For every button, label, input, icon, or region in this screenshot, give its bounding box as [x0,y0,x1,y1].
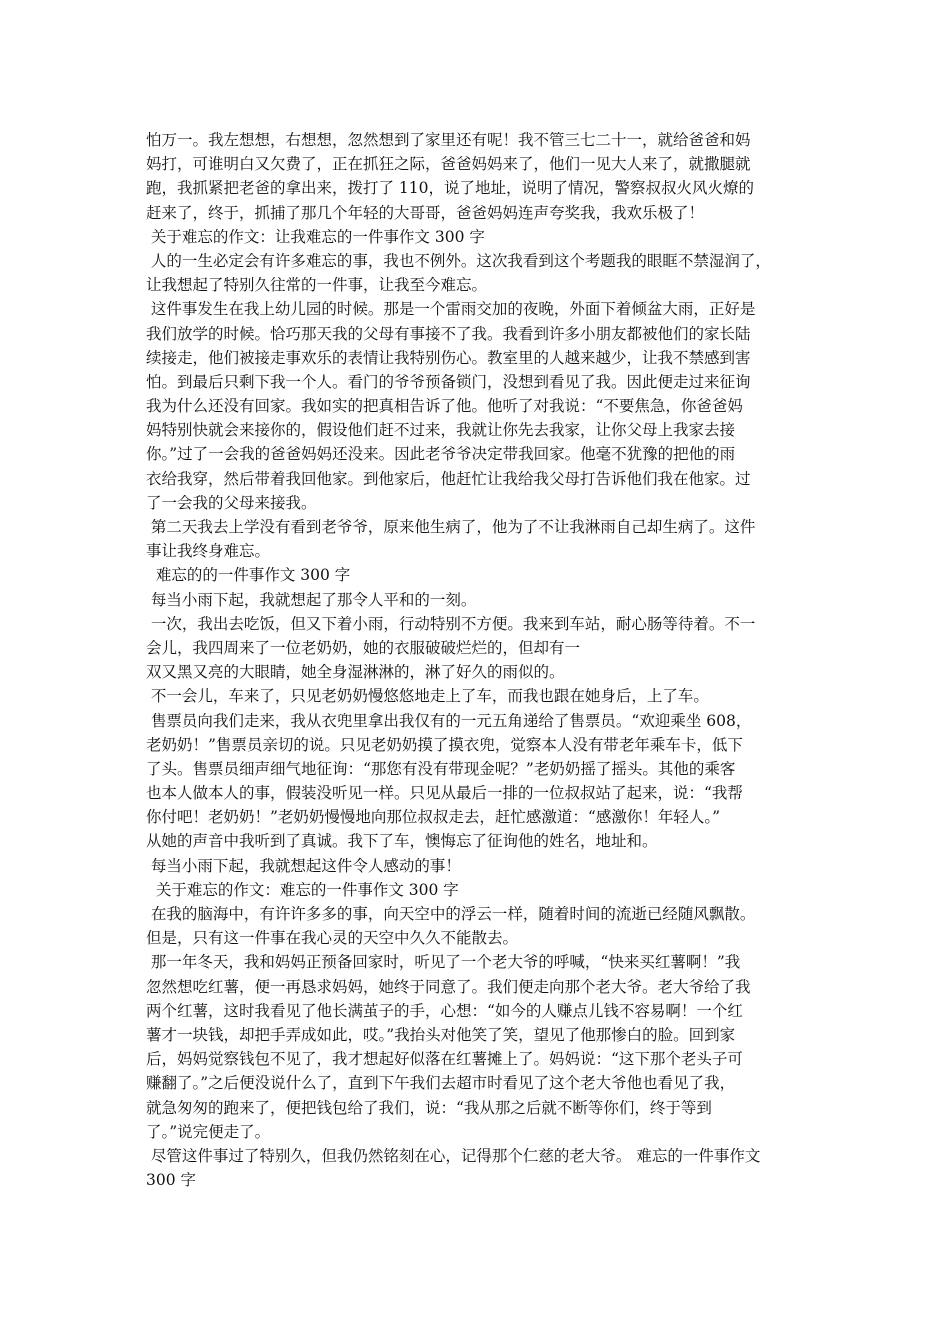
text-line: 一次，我出去吃饭，但又下着小雨，行动特别不方便。我来到车站，耐心肠等待着。不一 [146,614,756,633]
text-line: 在我的脑海中，有许许多多的事，向天空中的浮云一样，随着时间的流逝已经随风飘散。 [146,905,756,923]
text-line: 不一会儿，车来了，只见老奶奶慢悠悠地走上了车，而我也跟在她身后，上了车。 [146,687,709,706]
text-line: 每当小雨下起，我就想起了那令人平和的一刻。 [146,590,477,609]
section-heading: 关于难忘的作文：难忘的一件事作文 300 字 [146,880,459,899]
text-line: 这件事发生在我上幼儿园的时候。那是一个雷雨交加的夜晚，外面下着倾盆大雨，正好是 [146,300,756,319]
text-line: 了。”说完便走了。 [146,1122,271,1141]
text-line: 让我想起了特别久往常的一件事，让我至今难忘。 [146,276,488,295]
text-line: 你。”过了一会我的爸爸妈妈还没来。因此老爷爷决定带我回家。他毫不犹豫的把他的雨 [146,445,736,464]
text-line: 那一年冬天，我和妈妈正预备回家时，听见了一个老大爷的呼喊，“快来买红薯啊！”我 [146,953,741,972]
text-line: 赚翻了。”之后便没说什么了，直到下午我们去超市时看见了这个老大爷他也看见了我， [146,1074,736,1093]
text-line: 妈打，可谁明白又欠费了，正在抓狂之际，爸爸妈妈来了，他们一见大人来了，就撒腿就 [146,155,751,174]
text-line: 了一会我的父母来接我。 [146,493,317,512]
section-heading: 关于难忘的作文：让我难忘的一件事作文 300 字 [146,227,485,246]
text-line: 从她的声音中我听到了真诚。我下了车，懊悔忘了征询他的姓名，地址和。 [146,832,658,851]
text-line: 尽管这件事过了特别久，但我仍然铭刻在心，记得那个仁慈的老大爷。 难忘的一件事作文 [146,1146,761,1165]
text-line: 衣给我穿，然后带着我回他家。到他家后，他赶忙让我给我父母打告诉他们我在他家。过 [146,469,751,488]
text-line: 后，妈妈觉察钱包不见了，我才想起好似落在红薯摊上了。妈妈说：“这下那个老头子可 [146,1050,743,1069]
text-line: 第二天我去上学没有看到老爷爷，原来他生病了，他为了不让我淋雨自己却生病了。这件 [146,518,756,536]
text-line: 会儿，我四周来了一位老奶奶，她的衣服破破烂烂的，但却有一 [146,638,581,657]
text-line: 了头。售票员细声细气地征询：“那您有没有带现金呢？”老奶奶摇了摇头。其他的乘客 [146,759,736,778]
text-line: 我们放学的时候。恰巧那天我的父母有事接不了我。我看到许多小朋友都被他们的家长陆 [146,324,751,343]
text-line: 事让我终身难忘。 [146,542,271,561]
text-line: 怕。到最后只剩下我一个人。看门的爷爷预备锁门，没想到看见了我。因此便走过来征询 [146,372,751,391]
document-body [146,128,818,1192]
section-heading: 难忘的的一件事作文 300 字 [146,566,351,585]
text-line: 就急匆匆的跑来了，便把钱包给了我们，说：“我从那之后就不断等你们，终于等到 [146,1098,712,1117]
text-line: 跑，我抓紧把老爸的拿出来，拨打了 110，说了地址，说明了情况，警察叔叔火风火燎的 [146,179,755,198]
text-line: 老奶奶！”售票员亲切的说。只见老奶奶摸了摸衣兜，觉察本人没有带老年乘车卡，低下 [146,735,743,754]
text-line: 赶来了，终于，抓捕了那几个年轻的大哥哥，爸爸妈妈连声夸奖我，我欢乐极了！ [146,203,705,222]
text-line: 也本人做本人的事，假装没听见一样。只见从最后一排的一位叔叔站了起来，说：“我帮 [146,784,743,803]
text-line: 忽然想吃红薯，便一再恳求妈妈，她终于同意了。我们便走向那个老大爷。老大爷给了我 [146,977,751,996]
text-line: 双又黑又亮的大眼睛，她全身湿淋淋的，淋了好久的雨似的。 [146,663,565,682]
text-line: 但是，只有这一件事在我心灵的天空中久久不能散去。 [146,929,519,948]
text-line: 每当小雨下起，我就想起这件令人感动的事！ [146,856,461,875]
text-line: 妈特别快就会来接你的，假设他们赶不过来，我就让你先去我家，让你父母上我家去接 [146,421,736,440]
text-line: 怕万一。我左想想，右想想，忽然想到了家里还有呢！我不管三七二十一，就给爸爸和妈 [146,131,751,149]
text-line: 薯才一块钱，却把手弄成如此，哎。”我抬头对他笑了笑，望见了他那惨白的脸。回到家 [146,1025,736,1044]
text-line: 两个红薯，这时我看见了他长满茧子的手，心想：“如今的人赚点儿钱不容易啊！一个红 [146,1001,743,1020]
text-line: 300 字 [146,1171,197,1190]
text-line: 售票员向我们走来，我从衣兜里拿出我仅有的一元五角递给了售票员。“欢迎乘坐 608， [146,711,752,730]
text-line: 你付吧！老奶奶！”老奶奶慢慢地向那位叔叔走去，赶忙感激道：“感激你！年轻人。” [146,808,721,827]
text-line: 续接走，他们被接走事欢乐的表情让我特别伤心。教室里的人越来越少，让我不禁感到害 [146,348,751,367]
text-line: 人的一生必定会有许多难忘的事，我也不例外。这次我看到这个考题我的眼眶不禁湿润了， [146,251,771,270]
text-line: 我为什么还没有回家。我如实的把真相告诉了他。他听了对我说：“不要焦急，你爸爸妈 [146,397,743,416]
